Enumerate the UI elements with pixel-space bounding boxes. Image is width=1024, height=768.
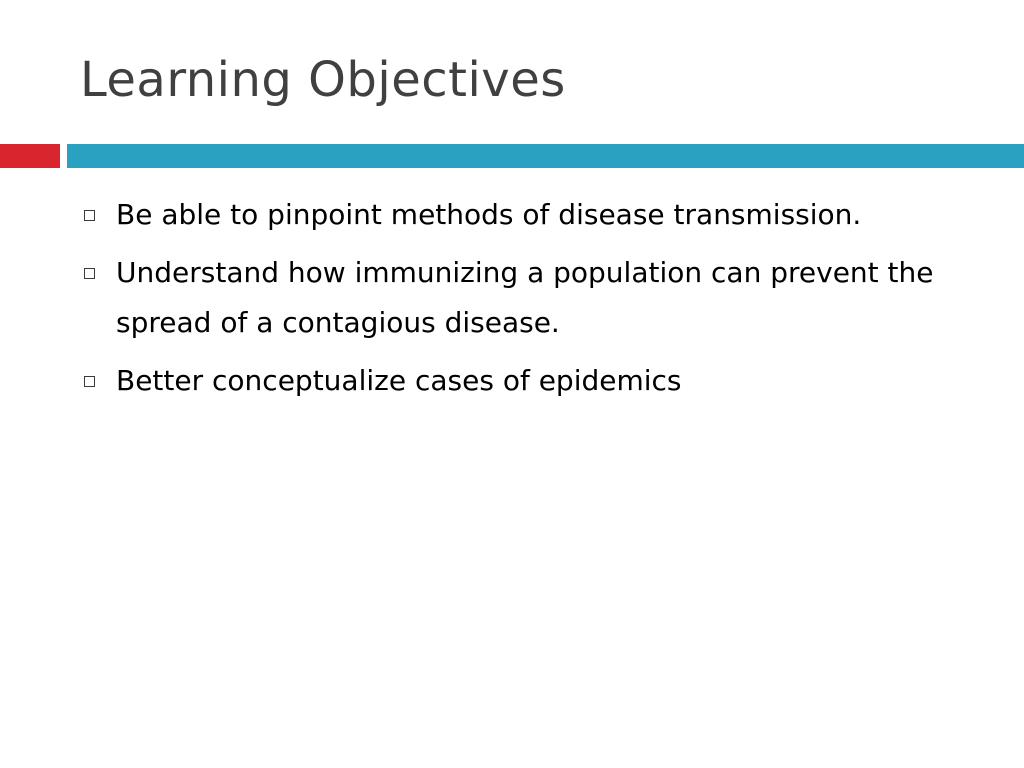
- slide-title: Learning Objectives: [80, 52, 566, 108]
- hollow-square-icon: [84, 376, 95, 387]
- bullet-item: [80, 248, 1000, 348]
- bullet-list: [80, 190, 1000, 414]
- bullet-text: Better conceptualize cases of epidemics: [116, 364, 682, 397]
- bullet-text: Understand how immunizing a population can prevent the spread of a contagious disease.: [116, 256, 934, 339]
- accent-bar-blue: [67, 144, 1024, 168]
- accent-bar-red: [0, 144, 60, 168]
- bullet-text: Be able to pinpoint methods of disease transmission.: [116, 198, 862, 231]
- bullet-item: [80, 356, 1000, 406]
- hollow-square-icon: [84, 210, 95, 221]
- bullet-item: [80, 190, 1000, 240]
- hollow-square-icon: [84, 268, 95, 279]
